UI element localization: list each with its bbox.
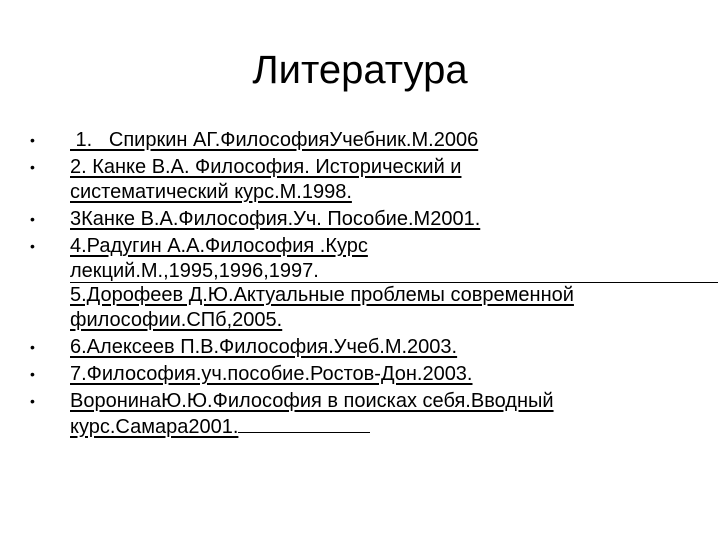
list-item [30,234,720,284]
list-item [30,389,720,440]
list-item [30,155,720,205]
list-item-continuation [30,283,720,333]
reference-text: курс.Самара2001. [70,416,239,438]
list-item [30,128,720,153]
slide-title: Литература [252,48,468,92]
reference-text: 1. Спиркин АГ.ФилософияУчебник.М.2006 [70,129,479,151]
bullet-icon: • [30,366,35,382]
underline-trail [238,414,370,433]
reference-list [30,128,720,442]
list-item [30,335,720,360]
reference-text: ВоронинаЮ.Ю.Философия в поисках себя.Вводный [70,390,554,412]
bullet-icon: • [30,211,35,227]
reference-text: 4.Радугин А.А.Философия .Курс [70,235,368,257]
bullet-icon: • [30,132,35,148]
reference-text: философии.СПб,2005. [70,309,283,331]
bullet-icon: • [30,339,35,355]
reference-text: лекций.М.,1995,1996,1997. [70,260,319,282]
reference-text: 6.Алексеев П.В.Философия.Учеб.М.2003. [70,336,458,358]
list-item [30,207,720,232]
bullet-icon: • [30,238,35,254]
reference-text: 5.Дорофеев Д.Ю.Актуальные проблемы современной [70,284,574,306]
bullet-icon: • [30,159,35,175]
reference-text: 7.Философия.уч.пособие.Ростов-Дон.2003. [70,363,473,385]
reference-text: систематический курс.М.1998. [70,181,352,203]
reference-text: 3Канке В.А.Философия.Уч. Пособие.М2001. [70,208,481,230]
bullet-icon: • [30,393,35,409]
list-item [30,362,720,387]
reference-text: 2. Канке В.А. Философия. Исторический и [70,156,462,178]
